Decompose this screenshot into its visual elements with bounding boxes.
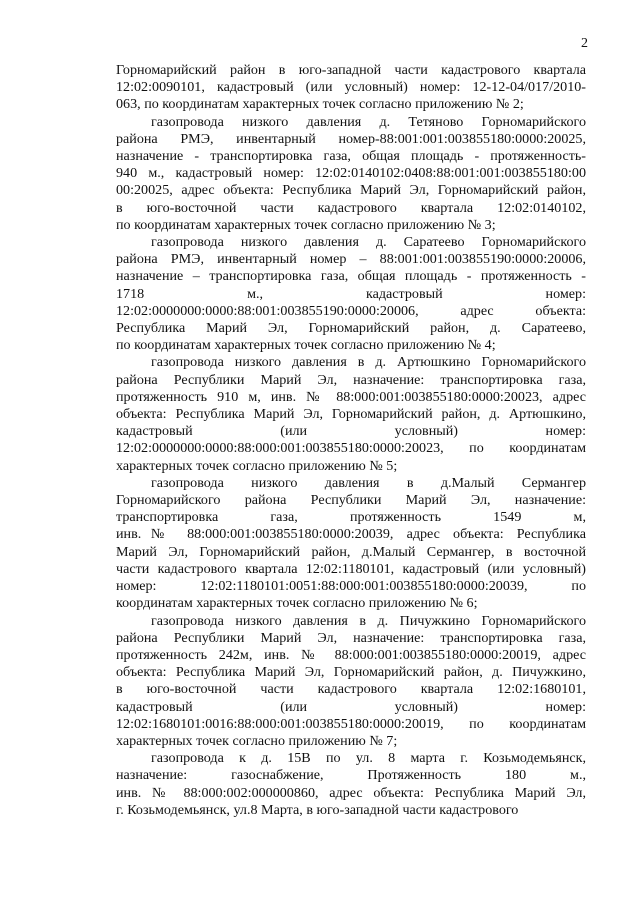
text-line: назначение: газоснабжение, Протяженность 180 м., [116,767,586,784]
paragraph [116,234,586,354]
paragraph [116,613,586,751]
text-line: в юго-восточной части кадастрового квартала 12:02:1680101, [116,681,586,698]
text-line: назначение – транспортировка газа, общая площадь - протяженность - [116,268,586,285]
text-line: района Республики Марий Эл, назначение: транспортировка газа, [116,629,586,646]
text-line: инв. № 88:000:002:000000860, адрес объекта: Республика Марий Эл, [116,784,586,801]
text-line: 940 м., кадастровый номер: 12:02:0140102:0408:88:001:001:003855180:00 [116,165,586,182]
text-line: района Республики Марий Эл, назначение: транспортировка газа, [116,371,586,388]
text-line: транспортировка газа, протяженность 1549 м, [116,509,586,526]
paragraph [116,62,586,114]
text-line: 063, по координатам характерных точек согласно приложению № 2; [116,96,524,113]
text-line: района РМЭ, инвентарный номер-88:001:001:003855180:0000:20025, [116,130,586,147]
text-line: по координатам характерных точек согласно приложению № 3; [116,216,496,233]
text-line: кадастровый (или условный) номер: [116,698,586,715]
text-line: газопровода низкого давления д. Тетяново Горномарийского [151,113,586,130]
text-line: 12:02:0000000:0000:88:001:003855190:0000:20006, адрес объекта: [116,302,586,319]
text-line: протяженность 242м, инв. № 88:000:001:003855180:0000:20019, адрес [116,646,586,663]
page-number: 2 [581,36,588,51]
text-line: инв.№ 88:000:001:003855180:0000:20039, адрес объекта: Республика [116,526,586,543]
text-line: газопровода низкого давления в д. Артюшкино Горномарийского [151,354,586,371]
text-line: характерных точек согласно приложению № 5; [116,457,398,474]
text-line: в юго-восточной части кадастрового квартала 12:02:0140102, [116,199,586,216]
text-line: Республика Марий Эл, Горномарийский район, д. Саратеево, [116,320,586,337]
text-line: 12:02:0000000:0000:88:000:001:003855180:0000:20023, по координатам [116,440,586,457]
text-line: номер: 12:02:1180101:0051:88:000:001:003855180:0000:20039, по [116,578,586,595]
text-line: протяженность 910 м, инв. № 88:000:001:003855180:0000:20023, адрес [116,388,586,405]
text-line: 00:20025, адрес объекта: Республика Марий Эл, Горномарийский район, [116,182,586,199]
text-line: 1718 м., кадастровый номер: [116,285,586,302]
text-line: по координатам характерных точек согласно приложению № 4; [116,337,496,354]
text-line: газопровода низкого давления в д.Малый Сермангер [151,474,586,491]
paragraph [116,354,586,474]
text-line: Горномарийского района Республики Марий Эл, назначение: [116,492,586,509]
text-line: части кадастрового квартала 12:02:1180101, кадастровый (или условный) [116,560,586,577]
paragraph [116,750,586,819]
text-line: объекта: Республика Марий Эл, Горномарийский район, д. Артюшкино, [116,406,586,423]
text-line: кадастровый (или условный) номер: [116,423,586,440]
text-line: Горномарийский район в юго-западной части кадастрового квартала [116,62,586,78]
paragraph [116,114,586,234]
paragraph [116,475,586,613]
text-line: объекта: Республика Марий Эл, Горномарийский район, д. Пичужкино, [116,664,586,681]
document-body [116,62,586,819]
text-line: назначение - транспортировка газа, общая площадь - протяженность- [116,148,586,165]
text-line: Марий Эл, Горномарийский район, д.Малый Сермангер, в восточной [116,543,586,560]
text-line: координатам характерных точек согласно приложению № 6; [116,595,478,612]
text-line: характерных точек согласно приложению № 7; [116,732,398,749]
text-line: 12:02:1680101:0016:88:000:001:003855180:0000:20019, по координатам [116,715,586,732]
text-line: района РМЭ, инвентарный номер – 88:001:001:003855190:0000:20006, [116,251,586,268]
text-line: 12:02:0090101, кадастровый (или условный) номер: 12-12-04/017/2010- [116,79,586,96]
text-line: г. Козьмодемьянск, ул.8 Марта, в юго-западной части кадастрового [116,801,519,818]
text-line: газопровода низкого давления д. Саратеево Горномарийского [151,234,586,251]
text-line: газопровода к д. 15В по ул. 8 марта г. Козьмодемьянск, [151,750,586,767]
text-line: газопровода низкого давления в д. Пичужкино Горномарийского [151,612,586,629]
